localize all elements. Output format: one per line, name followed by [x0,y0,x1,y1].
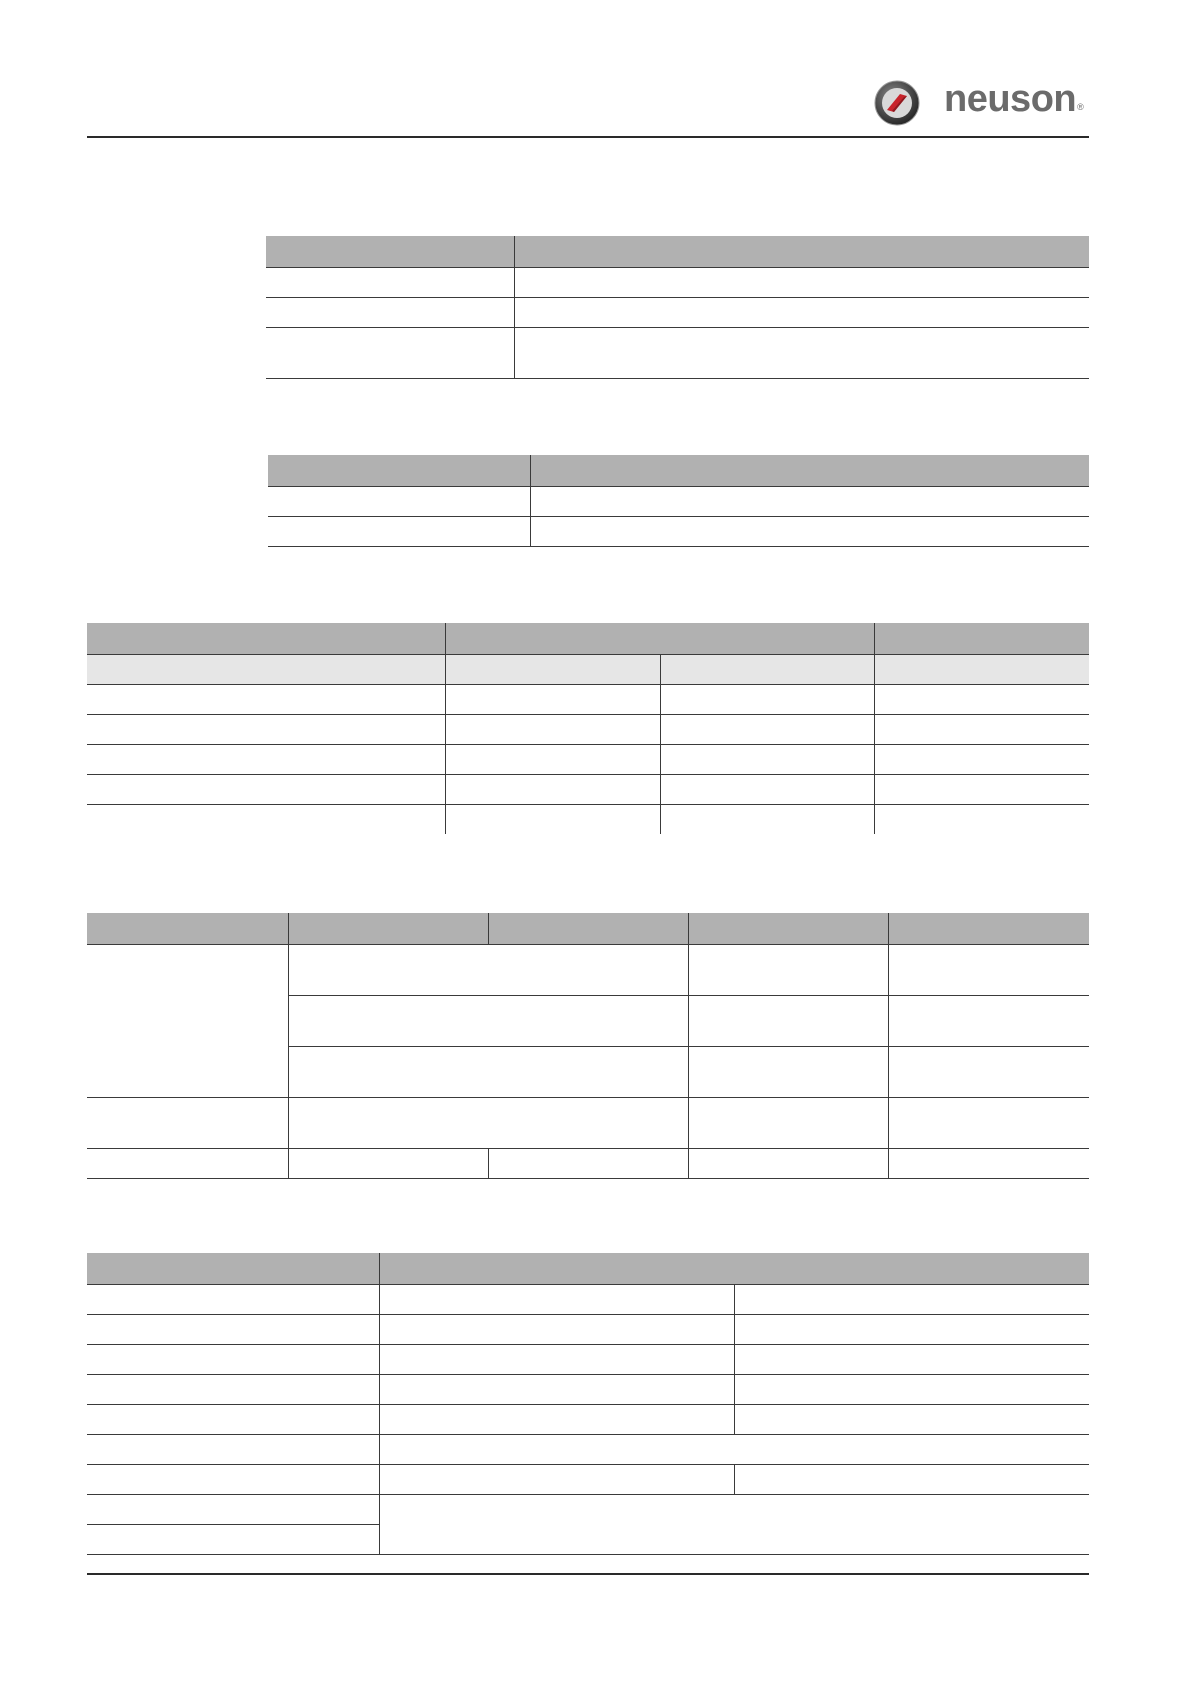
value-cell [734,1284,1089,1314]
table-row [87,1374,1089,1404]
value-cell [514,327,1089,378]
header-cell [87,623,445,654]
header-cell [288,913,488,944]
value-cell [874,714,1089,744]
value-cell [689,1046,889,1097]
value-cell [514,297,1089,327]
neuson-badge-logo [874,80,920,126]
label-cell [268,486,530,516]
value-cell [660,714,874,744]
header-cell [889,913,1089,944]
label-cell [87,1148,288,1178]
label-cell [87,1344,379,1374]
table-row [87,684,1089,714]
table-row [87,1344,1089,1374]
label-cell [87,1314,379,1344]
table-header-row [87,623,1089,654]
header-cell [689,913,889,944]
value-cell [689,1097,889,1148]
value-cell [874,684,1089,714]
table-header-row [87,913,1089,944]
table-row [87,744,1089,774]
subheader-cell [445,654,660,684]
header-cell [874,623,1089,654]
value-cell [379,1344,734,1374]
engine-table [266,236,1089,379]
group-label-cell [87,944,288,1097]
value-cell [288,1046,688,1097]
value-cell [288,1097,688,1148]
header-cell [87,1253,379,1284]
label-cell [87,714,445,744]
value-cell [689,944,889,995]
wordmark-text: neuson [944,78,1077,120]
value-cell [889,1097,1089,1148]
header-cell [266,236,514,267]
table-row [87,1404,1089,1434]
value-cell [660,804,874,834]
table-row [266,297,1089,327]
neuson-wordmark [944,76,1082,122]
value-cell [734,1404,1089,1434]
value-cell [288,944,688,995]
value-cell [514,267,1089,297]
table-row [87,804,1089,834]
value-cell [874,804,1089,834]
table-row [87,1284,1089,1314]
table-row [266,327,1089,378]
value-cell [445,684,660,714]
value-cell [889,1046,1089,1097]
label-cell [266,297,514,327]
value-cell [660,684,874,714]
table-header-row [266,236,1089,267]
value-cell [874,774,1089,804]
header-cell [268,455,530,486]
label-cell [266,327,514,378]
value-cell [445,714,660,744]
label-cell [87,1494,379,1524]
value-cell [488,1148,688,1178]
label-cell [266,267,514,297]
value-cell [889,995,1089,1046]
label-cell [87,1464,379,1494]
label-cell [87,804,445,834]
table-row [87,1494,1089,1524]
label-cell [87,1524,379,1554]
header-cell [87,913,288,944]
header-cell [445,623,874,654]
header-cell [514,236,1089,267]
value-cell [288,995,688,1046]
subheader-cell [87,654,445,684]
value-cell [530,486,1089,516]
hydraulics-table [87,913,1089,1179]
label-cell [87,684,445,714]
label-cell [268,516,530,546]
label-cell [87,774,445,804]
value-cell [445,774,660,804]
footer-rule [87,1573,1089,1575]
registered-mark: ® [1077,102,1084,112]
table-row [87,1097,1089,1148]
value-cell [445,744,660,774]
table-header-row [87,1253,1089,1284]
table-subheader-row [87,654,1089,684]
value-cell [874,744,1089,774]
table-row [87,1148,1089,1178]
header-cell [530,455,1089,486]
dimensions-table [87,1253,1089,1555]
label-cell [87,744,445,774]
value-cell [889,1148,1089,1178]
weights-table [87,623,1089,834]
header-rule [87,136,1089,138]
table-row [87,774,1089,804]
table-row [87,714,1089,744]
value-cell [734,1314,1089,1344]
value-cell [379,1404,734,1434]
label-cell [87,1434,379,1464]
subheader-cell [660,654,874,684]
table-row [266,267,1089,297]
value-cell [689,1148,889,1178]
value-cell [734,1344,1089,1374]
value-cell [379,1434,1089,1464]
value-cell [379,1314,734,1344]
value-cell [889,944,1089,995]
label-cell [87,1404,379,1434]
value-cell [379,1374,734,1404]
table-row [268,486,1089,516]
value-cell [379,1464,734,1494]
battery-table [268,455,1089,547]
table-row [87,1314,1089,1344]
value-cell [379,1284,734,1314]
value-cell [379,1494,1089,1554]
value-cell [734,1374,1089,1404]
label-cell [87,1374,379,1404]
label-cell [87,1097,288,1148]
table-row [268,516,1089,546]
table-row [87,944,1089,995]
label-cell [87,1284,379,1314]
value-cell [660,774,874,804]
table-row [87,1464,1089,1494]
value-cell [288,1148,488,1178]
value-cell [689,995,889,1046]
value-cell [660,744,874,774]
subheader-cell [874,654,1089,684]
value-cell [530,516,1089,546]
table-header-row [268,455,1089,486]
table-row [87,1434,1089,1464]
header-cell [488,913,688,944]
header-cell [379,1253,1089,1284]
value-cell [734,1464,1089,1494]
value-cell [445,804,660,834]
